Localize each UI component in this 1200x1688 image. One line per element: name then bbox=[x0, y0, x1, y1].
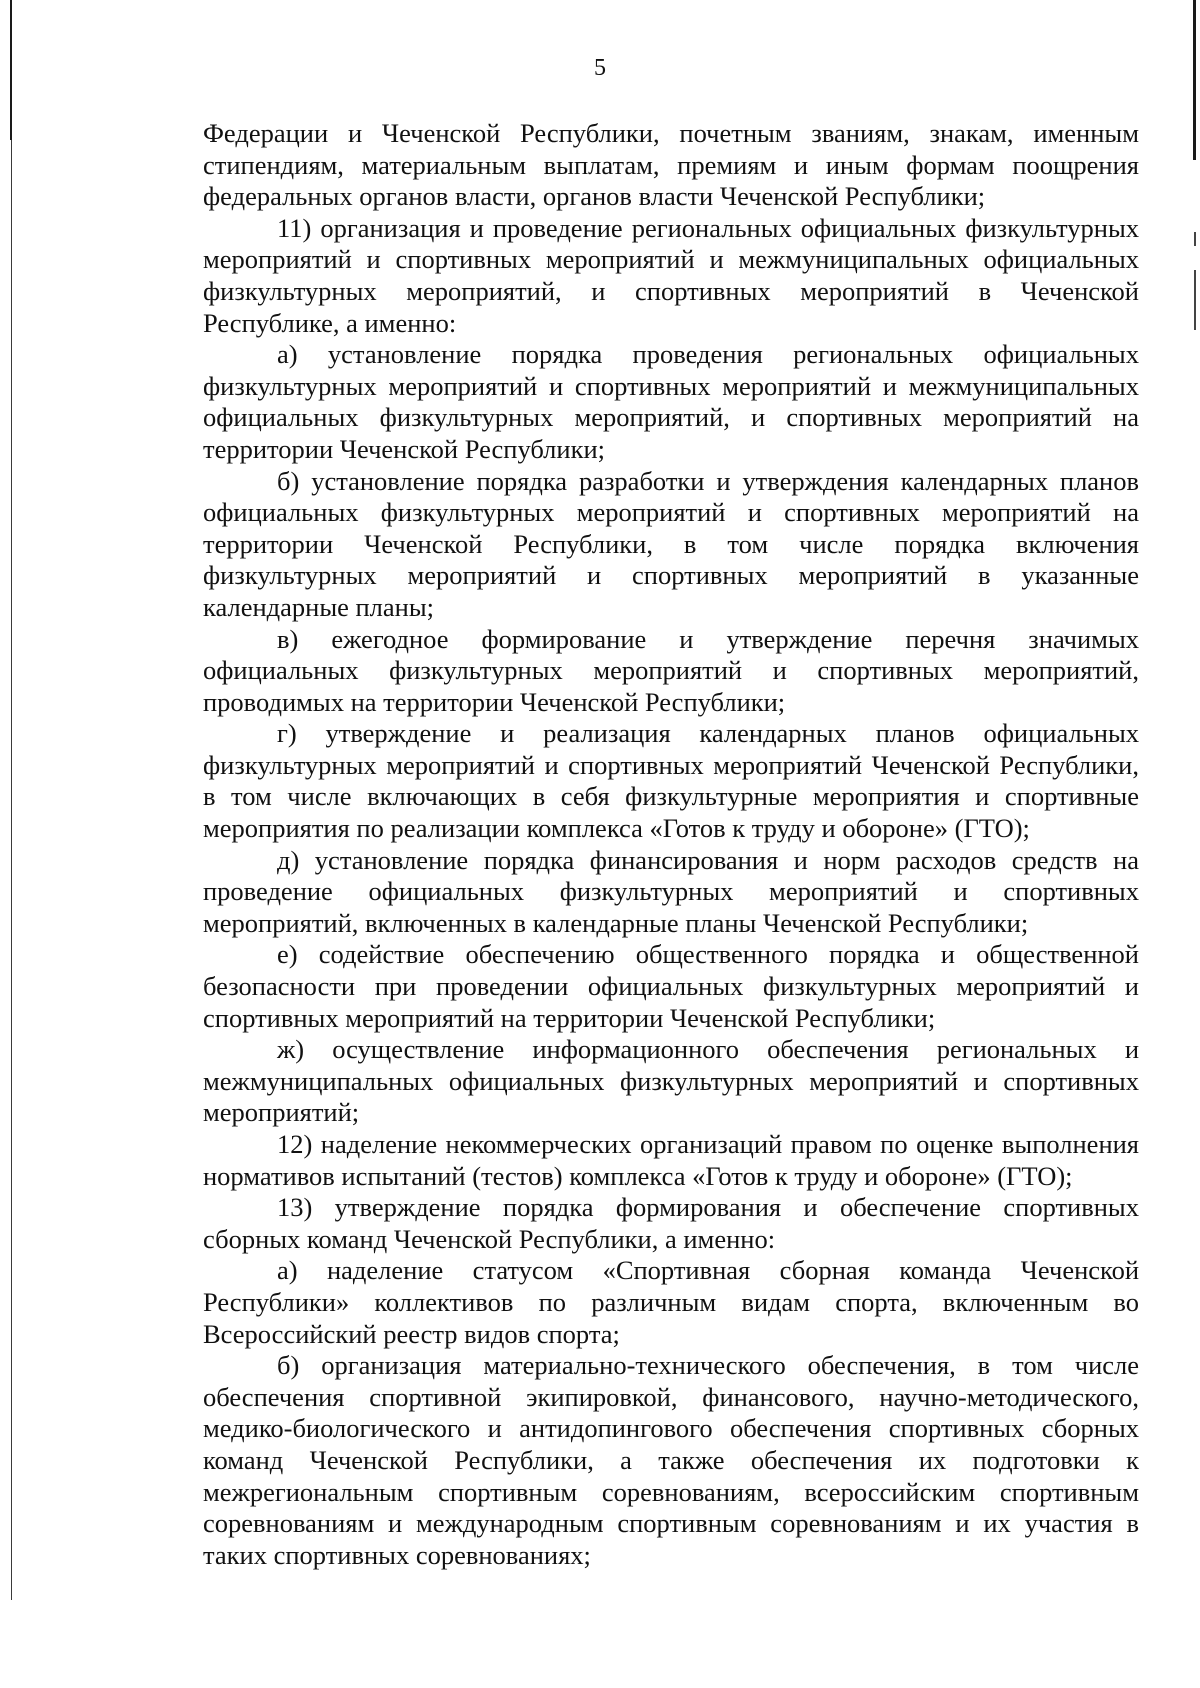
paragraph-item-11zh: ж) осуществление информационного обеспечения региональных и межмуниципальных официальных физкультурных мероприятий и спортивных мероприятий; bbox=[203, 1034, 1139, 1128]
document-body bbox=[203, 118, 1139, 1571]
paragraph-item-11b: б) установление порядка разработки и утверждения календарных планов официальных физкультурных мероприятий и спортивных мероприятий на территории Чеченской Республики, в том числе порядка включения физкультурных мероприятий и спортивных мероприятий в указанные календарные планы; bbox=[203, 465, 1139, 622]
paragraph-item-11e: е) содействие обеспечению общественного порядка и общественной безопасности при проведении официальных физкультурных мероприятий и спортивных мероприятий на территории Чеченской Республики; bbox=[203, 939, 1139, 1033]
paragraph-item-11d: д) установление порядка финансирования и норм расходов средств на проведение официальных физкультурных мероприятий и спортивных мероприятий, включенных в календарные планы Чеченской Республики; bbox=[203, 844, 1139, 938]
paragraph-item-11a: а) установление порядка проведения региональных официальных физкультурных мероприятий и спортивных мероприятий и межмуниципальных официальных физкультурных мероприятий, и спортивных мероприятий на территории Чеченской Республики; bbox=[203, 339, 1139, 464]
paragraph-continuation: Федерации и Чеченской Республики, почетным званиям, знакам, именным стипендиям, материальным выплатам, премиям и иным формам поощрения федеральных органов власти, органов власти Чеченской Республики; bbox=[203, 118, 1139, 212]
scan-mark-right bbox=[1194, 270, 1196, 330]
paragraph-item-12: 12) наделение некоммерческих организаций правом по оценке выполнения нормативов испытаний (тестов) комплекса «Готов к труду и обороне» (ГТО); bbox=[203, 1129, 1139, 1191]
scan-edge-left-line bbox=[11, 140, 12, 1600]
page-number: 5 bbox=[594, 55, 606, 81]
scan-mark-right-small bbox=[1194, 232, 1196, 246]
paragraph-item-11v: в) ежегодное формирование и утверждение перечня значимых официальных физкультурных мероприятий и спортивных мероприятий, проводимых на территории Чеченской Республики; bbox=[203, 623, 1139, 717]
paragraph-item-13a: а) наделение статусом «Спортивная сборная команда Чеченской Республики» коллективов по различным видам спорта, включенным во Всероссийский реестр видов спорта; bbox=[203, 1255, 1139, 1349]
paragraph-item-13b: б) организация материально-технического обеспечения, в том числе обеспечения спортивной экипировкой, финансового, научно-методического, медико-биологического и антидопингового обеспечения спортивных сборных команд Чеченской Республики, а также обеспечения их подготовки к межрегиональным спортивным соревнованиям, всероссийским спортивным соревнованиям и международным спортивным соревнованиям и их участия в таких спортивных соревнованиях; bbox=[203, 1350, 1139, 1570]
paragraph-item-11g: г) утверждение и реализация календарных планов официальных физкультурных мероприятий и спортивных мероприятий Чеченской Республики, в том числе включающих в себя физкультурные мероприятия и спортивные мероприятия по реализации комплекса «Готов к труду и обороне» (ГТО); bbox=[203, 718, 1139, 844]
paragraph-item-11: 11) организация и проведение региональных официальных физкультурных мероприятий и спортивных мероприятий и межмуниципальных официальных физкультурных мероприятий, и спортивных мероприятий в Чеченской Республике, а именно: bbox=[203, 212, 1139, 338]
paragraph-item-13: 13) утверждение порядка формирования и обеспечение спортивных сборных команд Чеченской Республики, а именно: bbox=[203, 1192, 1139, 1254]
